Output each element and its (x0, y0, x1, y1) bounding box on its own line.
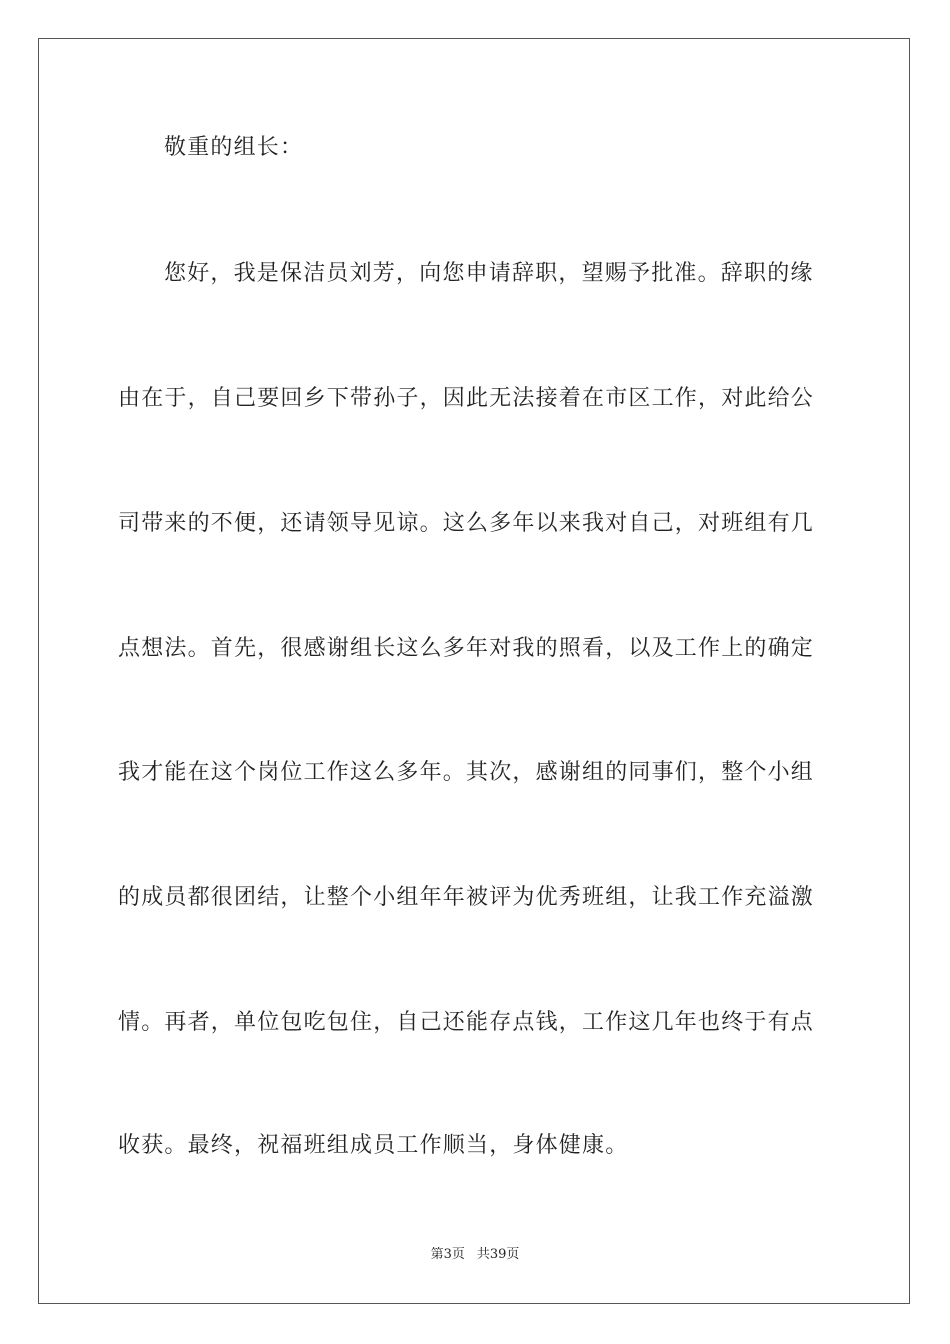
body-line-1: 您好，我是保洁员刘芳，向您申请辞职，望赐予批准。辞职的缘 (164, 261, 814, 286)
body-line-2: 由在于，自己要回乡下带孙子，因此无法接着在市区工作，对此给公 (118, 386, 815, 411)
body-line-4: 点想法。首先，很感谢组长这么多年对我的照看，以及工作上的确定 (118, 636, 815, 661)
salutation: 敬重的组长： (164, 135, 304, 160)
body-line-7: 情。再者，单位包吃包住，自己还能存点钱，工作这几年也终于有点 (118, 1010, 815, 1035)
page-border (38, 38, 910, 1304)
page-number: 第3页 (430, 1247, 465, 1262)
page-total: 共39页 (476, 1247, 520, 1262)
body-line-6: 的成员都很团结，让整个小组年年被评为优秀班组，让我工作充溢激 (118, 885, 815, 910)
page-footer (0, 1246, 950, 1264)
body-line-8: 收获。最终，祝福班组成员工作顺当，身体健康。 (118, 1133, 629, 1158)
body-line-3: 司带来的不便，还请领导见谅。这么多年以来我对自己，对班组有几 (118, 511, 815, 536)
body-line-5: 我才能在这个岗位工作这么多年。其次，感谢组的同事们，整个小组 (118, 760, 815, 785)
